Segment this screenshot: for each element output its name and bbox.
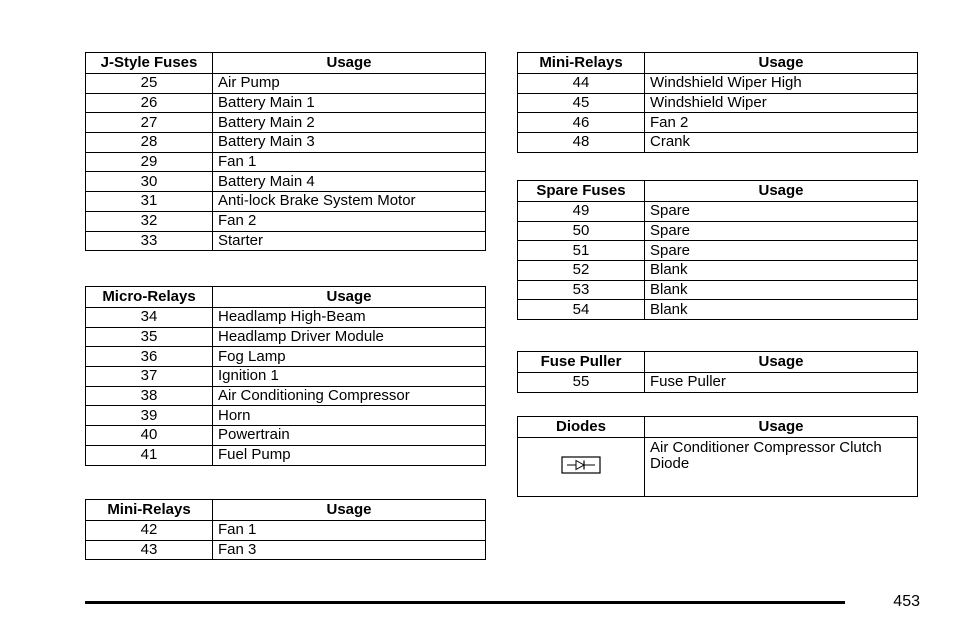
table-row	[86, 406, 486, 426]
fuse-usage: Blank	[645, 300, 918, 320]
column-header: Mini-Relays	[86, 500, 213, 521]
table-row	[86, 93, 486, 113]
table-row	[518, 133, 918, 153]
table-row	[86, 231, 486, 251]
table-row	[86, 152, 486, 172]
relay-usage: Headlamp Driver Module	[213, 327, 486, 347]
fuse-usage: Air Pump	[213, 74, 486, 94]
fuse-number: 51	[518, 241, 645, 261]
relay-number: 40	[86, 426, 213, 446]
fuse-number: 52	[518, 261, 645, 281]
relay-number: 46	[518, 113, 645, 133]
column-header: Fuse Puller	[518, 352, 645, 373]
table-row	[518, 93, 918, 113]
table-row	[86, 327, 486, 347]
fuse-number: 54	[518, 300, 645, 320]
relay-number: 35	[86, 327, 213, 347]
table-row	[86, 521, 486, 541]
table-row	[518, 300, 918, 320]
relay-usage: Fog Lamp	[213, 347, 486, 367]
diode-icon	[561, 456, 601, 479]
fuse-puller-table	[517, 351, 918, 393]
table-row	[518, 438, 918, 497]
column-header: Diodes	[518, 417, 645, 438]
relay-usage: Air Conditioning Compressor	[213, 386, 486, 406]
relay-usage: Fan 3	[213, 540, 486, 560]
table-row	[86, 386, 486, 406]
fuse-number: 31	[86, 192, 213, 212]
page-number: 453	[893, 593, 920, 610]
relay-usage: Ignition 1	[213, 367, 486, 387]
fuse-usage: Fuse Puller	[645, 373, 918, 393]
mini-relays-table	[85, 499, 486, 560]
relay-usage: Windshield Wiper High	[645, 74, 918, 94]
fuse-usage: Blank	[645, 280, 918, 300]
table-row	[86, 192, 486, 212]
column-header: Usage	[645, 53, 918, 74]
fuse-usage: Battery Main 4	[213, 172, 486, 192]
fuse-usage: Spare	[645, 202, 918, 222]
fuse-number: 27	[86, 113, 213, 133]
fuse-usage: Starter	[213, 231, 486, 251]
table-row	[518, 113, 918, 133]
column-header: Usage	[645, 181, 918, 202]
relay-number: 39	[86, 406, 213, 426]
table-row	[86, 308, 486, 328]
relay-number: 45	[518, 93, 645, 113]
table-row	[518, 261, 918, 281]
fuse-number: 53	[518, 280, 645, 300]
fuse-number: 32	[86, 211, 213, 231]
table-row	[86, 74, 486, 94]
table-row	[86, 347, 486, 367]
table-row	[518, 221, 918, 241]
fuse-usage: Fan 2	[213, 211, 486, 231]
column-header: Usage	[645, 352, 918, 373]
table-row	[518, 373, 918, 393]
table-row	[86, 367, 486, 387]
table-row	[86, 211, 486, 231]
fuse-usage: Spare	[645, 241, 918, 261]
relay-number: 44	[518, 74, 645, 94]
fuse-number: 25	[86, 74, 213, 94]
fuse-number: 49	[518, 202, 645, 222]
fuse-number: 30	[86, 172, 213, 192]
table-row	[86, 172, 486, 192]
relay-usage: Powertrain	[213, 426, 486, 446]
relay-number: 34	[86, 308, 213, 328]
column-header: Spare Fuses	[518, 181, 645, 202]
fuse-usage: Anti-lock Brake System Motor	[213, 192, 486, 212]
relay-number: 48	[518, 133, 645, 153]
relay-usage: Fan 2	[645, 113, 918, 133]
relay-number: 37	[86, 367, 213, 387]
relay-number: 41	[86, 445, 213, 465]
relay-usage: Crank	[645, 133, 918, 153]
fuse-usage: Battery Main 2	[213, 113, 486, 133]
relay-usage: Fan 1	[213, 521, 486, 541]
table-row	[86, 113, 486, 133]
fuse-usage: Battery Main 3	[213, 133, 486, 153]
fuse-number: 55	[518, 373, 645, 393]
relay-number: 38	[86, 386, 213, 406]
column-header: Mini-Relays	[518, 53, 645, 74]
fuse-number: 50	[518, 221, 645, 241]
fuse-usage: Blank	[645, 261, 918, 281]
column-header: Micro-Relays	[86, 287, 213, 308]
fuse-usage: Fan 1	[213, 152, 486, 172]
table-row	[86, 540, 486, 560]
fuse-usage: Battery Main 1	[213, 93, 486, 113]
column-header: Usage	[213, 500, 486, 521]
footer-rule	[85, 601, 845, 604]
table-row	[518, 74, 918, 94]
fuse-number: 28	[86, 133, 213, 153]
column-header: Usage	[645, 417, 918, 438]
table-row	[86, 133, 486, 153]
table-row	[518, 202, 918, 222]
relay-usage: Headlamp High-Beam	[213, 308, 486, 328]
column-header: J-Style Fuses	[86, 53, 213, 74]
relay-usage: Windshield Wiper	[645, 93, 918, 113]
relay-number: 42	[86, 521, 213, 541]
relay-number: 36	[86, 347, 213, 367]
table-row	[518, 241, 918, 261]
relay-usage: Fuel Pump	[213, 445, 486, 465]
micro-relays-table	[85, 286, 486, 466]
column-header: Usage	[213, 53, 486, 74]
diodes-table	[517, 416, 918, 497]
fuse-number: 29	[86, 152, 213, 172]
table-row	[86, 445, 486, 465]
table-row	[86, 426, 486, 446]
fuse-number: 33	[86, 231, 213, 251]
diode-usage: Air Conditioner Compressor Clutch Diode	[645, 438, 918, 497]
fuse-usage: Spare	[645, 221, 918, 241]
spare-fuses-table	[517, 180, 918, 320]
relay-usage: Horn	[213, 406, 486, 426]
jstyle-fuses-table	[85, 52, 486, 251]
fuse-number: 26	[86, 93, 213, 113]
relay-number: 43	[86, 540, 213, 560]
column-header: Usage	[213, 287, 486, 308]
mini-relays-table	[517, 52, 918, 153]
diode-symbol-cell	[518, 438, 645, 497]
table-row	[518, 280, 918, 300]
